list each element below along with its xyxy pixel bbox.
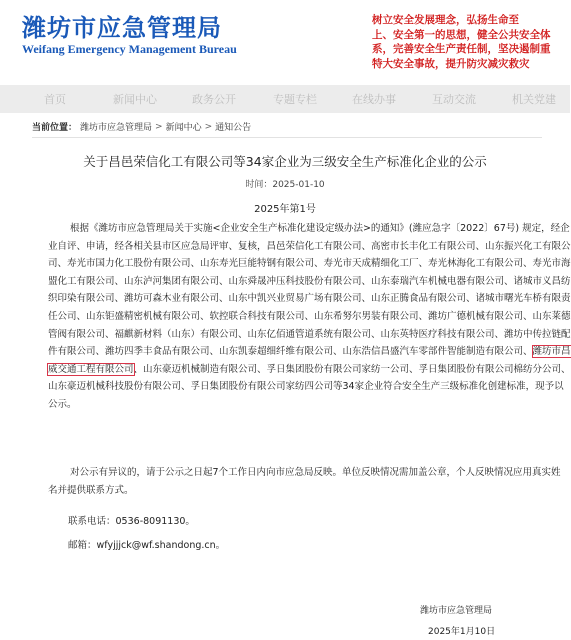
paragraph-line-text: 、山东豪迈机械制造有限公司、孚日集团股份有限公司家纺一公司、孚日集团股份有限公司棉纺分公司、	[133, 363, 571, 375]
slogan-line: 系，完善安全生产责任制，坚决遏制重	[372, 43, 551, 55]
breadcrumb-label: 当前位置：	[32, 123, 78, 133]
paragraph-line: 对公示有异议的，请于公示之日起7个工作日内向市应急局反映。单位反映情况需加盖公章，个人反映情况应用真实姓	[70, 467, 561, 478]
paragraph-line	[48, 343, 571, 361]
paragraph-line: 山东豪迈机械科技股份有限公司、孚日集团股份有限公司家纺四公司等34家企业符合安全生产三级标准化创建标准，现予以	[48, 381, 564, 393]
nav-item-interaction[interactable]: 互动交流	[432, 93, 476, 106]
phone-label: 联系电话：	[68, 516, 116, 527]
slogan-line: 树立安全发展理念，弘扬生命至	[372, 14, 519, 26]
signature-organization: 潍坊市应急管理局	[420, 606, 493, 616]
signature-date: 2025年1月10日	[428, 627, 496, 637]
paragraph-line: 公示。	[48, 398, 77, 410]
slogan-line: 特大安全事故，提升防灾减灾救灾	[372, 57, 530, 70]
site-logo-en: Weifang Emergency Management Bureau	[22, 42, 237, 56]
paragraph-line: 织印染有限公司、潍坊可森木业有限公司、山东中凯兴业贸易广场有限公司、山东正腾食品有限公司、诸城市曙光车桥有限责	[48, 293, 571, 305]
nav-item-party-building[interactable]: 机关党建	[512, 93, 556, 106]
site-logo-cn[interactable]: 潍坊市应急管理局	[22, 14, 222, 42]
date-value: 2025-01-10	[272, 180, 325, 190]
site-header	[0, 0, 570, 84]
paragraph-line-text: 件有限公司、潍坊四季丰食品有限公司、山东凯泰超细纤维有限公司、山东浩信昌盛汽车零部件智能制造有限公司、	[48, 346, 533, 358]
paragraph-line: 司、寿光市国力化工股份有限公司、山东寿光巨能特钢有限公司、寿光市天成精细化工厂、寿光林海化工有限公司、寿光市海	[48, 258, 571, 270]
safety-slogan	[372, 13, 568, 71]
breadcrumb-link-notices[interactable]: 通知公告	[215, 123, 252, 133]
article-paragraph-2	[48, 464, 561, 504]
breadcrumb-link-news[interactable]: 新闻中心	[165, 123, 202, 133]
email-value[interactable]: wfyjjjck@wf.shandong.cn。	[96, 540, 226, 551]
nav-item-online-services[interactable]: 在线办事	[352, 93, 396, 106]
slogan-line: 上、安全第一的思想，健全公共安全体	[372, 28, 551, 41]
breadcrumb-link-home[interactable]: 潍坊市应急管理局	[80, 123, 153, 133]
paragraph-line: 根据《潍坊市应急管理局关于实施<企业安全生产标准化建设定级办法>的通知》(潍应急字〔2022〕67号) 规定，经企	[70, 223, 570, 234]
paragraph-line: 业自评、申请，经各相关县市区应急局评审、复核，昌邑荣信化工有限公司、高密市长丰化工有限公司、山东振兴化工有限公	[48, 240, 571, 252]
article-paragraph-1	[48, 220, 571, 462]
paragraph-line: 盟化工有限公司、山东泸河集团有限公司、山东舜晟冲压科技股份有限公司、山东泰瑞汽车机械电器有限公司、诸城市义昌纺	[48, 275, 571, 287]
paragraph-line: 任公司、山东钜盛精密机械有限公司、软控联合科技有限公司、山东希努尔男装有限公司、潍坊广德机械有限公司、山东莱德	[48, 310, 571, 322]
contact-email	[68, 537, 225, 551]
nav-item-news[interactable]: 新闻中心	[113, 93, 157, 106]
highlighted-company-name: 威交通工程有限公司	[48, 363, 134, 375]
paragraph-line: 名并提供联系方式。	[48, 484, 134, 496]
breadcrumb-separator: >	[204, 121, 213, 132]
breadcrumb-separator: >	[155, 121, 163, 132]
highlighted-company-name: 潍坊市昌	[532, 346, 571, 358]
nav-item-topics[interactable]: 专题专栏	[273, 93, 317, 106]
content-divider	[32, 137, 542, 138]
main-nav	[0, 85, 570, 113]
article-title: 关于昌邑荣信化工有限公司等34家企业为三级安全生产标准化企业的公示	[83, 154, 487, 169]
article-date	[0, 177, 570, 190]
nav-item-gov-affairs[interactable]: 政务公开	[192, 93, 236, 106]
email-label: 邮箱：	[68, 540, 97, 551]
date-label: 时间：	[245, 180, 273, 190]
article-issue-number: 2025年第1号	[254, 204, 316, 215]
paragraph-line: 管阀有限公司、福麒新材料（山东）有限公司、山东亿佰通管道系统有限公司、山东英特医疗科技有限公司、潍坊中传拉链配	[48, 328, 571, 340]
breadcrumb	[32, 120, 251, 133]
nav-item-home[interactable]: 首页	[44, 93, 66, 106]
phone-value: 0536-8091130。	[115, 516, 195, 527]
paragraph-line	[48, 361, 571, 379]
contact-phone	[68, 513, 195, 527]
